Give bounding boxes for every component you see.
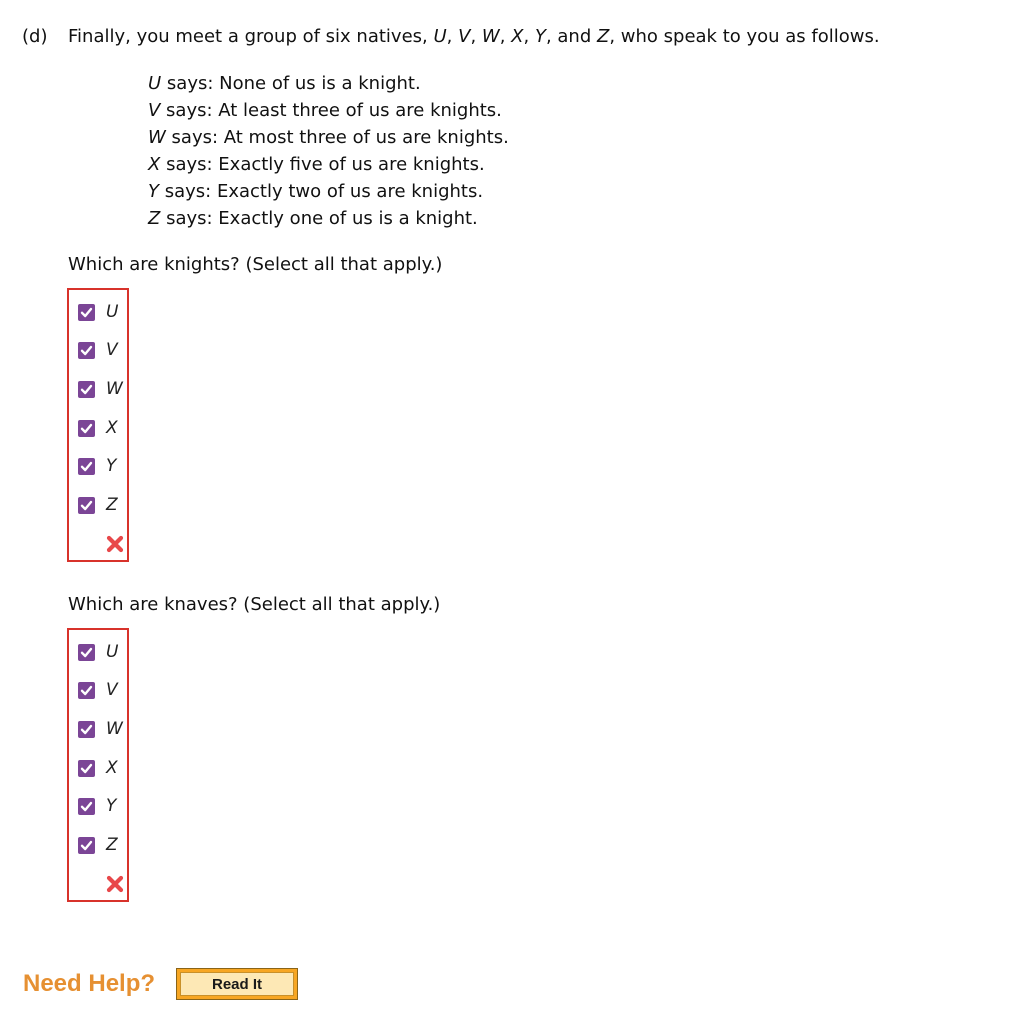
knaves-answer-group bbox=[67, 628, 129, 902]
statement-text: says: Exactly five of us are knights. bbox=[160, 154, 485, 175]
knights-option-v[interactable] bbox=[78, 340, 118, 360]
knights-option-u[interactable] bbox=[78, 302, 118, 322]
native-name-w: W bbox=[481, 26, 500, 47]
checkbox-checked-icon[interactable] bbox=[78, 342, 95, 359]
statement-text: says: None of us is a knight. bbox=[161, 73, 421, 94]
option-label: U bbox=[106, 302, 119, 322]
option-label: U bbox=[106, 642, 119, 662]
knaves-option-v[interactable] bbox=[78, 680, 118, 700]
knights-option-w[interactable] bbox=[78, 379, 123, 399]
knaves-option-z[interactable] bbox=[78, 835, 118, 855]
statement-speaker: Z bbox=[148, 208, 161, 229]
statement-x bbox=[148, 151, 509, 178]
statement-speaker: V bbox=[148, 100, 161, 121]
part-label: (d) bbox=[22, 26, 48, 47]
knaves-option-x[interactable] bbox=[78, 758, 118, 778]
checkbox-checked-icon[interactable] bbox=[78, 458, 95, 475]
option-label: Z bbox=[106, 495, 118, 515]
knaves-option-u[interactable] bbox=[78, 642, 118, 662]
statements-list bbox=[148, 70, 509, 232]
knights-prompt: Which are knights? (Select all that apply.) bbox=[68, 254, 443, 275]
checkbox-checked-icon[interactable] bbox=[78, 304, 95, 321]
native-name-u: U bbox=[433, 26, 447, 47]
option-label: W bbox=[106, 719, 123, 739]
knights-answer-group bbox=[67, 288, 129, 562]
statement-speaker: Y bbox=[148, 181, 159, 202]
statement-z bbox=[148, 205, 509, 232]
read-it-label: Read It bbox=[180, 972, 294, 996]
statement-speaker: W bbox=[148, 127, 166, 148]
option-label: Z bbox=[106, 835, 118, 855]
option-label: X bbox=[106, 758, 118, 778]
checkbox-checked-icon[interactable] bbox=[78, 760, 95, 777]
checkbox-checked-icon[interactable] bbox=[78, 721, 95, 738]
question-outro: , who speak to you as follows. bbox=[609, 26, 880, 47]
checkbox-checked-icon[interactable] bbox=[78, 644, 95, 661]
native-name-v: V bbox=[458, 26, 471, 47]
checkbox-checked-icon[interactable] bbox=[78, 682, 95, 699]
statement-text: says: At least three of us are knights. bbox=[160, 100, 502, 121]
statement-speaker: X bbox=[148, 154, 161, 175]
statement-speaker: U bbox=[148, 73, 162, 94]
statement-text: says: At most three of us are knights. bbox=[165, 127, 509, 148]
native-name-z: Z bbox=[596, 26, 610, 47]
question-and: , and bbox=[545, 26, 597, 47]
option-label: V bbox=[106, 680, 118, 700]
statement-u bbox=[148, 70, 509, 97]
knaves-option-w[interactable] bbox=[78, 719, 123, 739]
checkbox-checked-icon[interactable] bbox=[78, 420, 95, 437]
option-label: X bbox=[106, 418, 118, 438]
question-intro: Finally, you meet a group of six natives, bbox=[68, 26, 434, 47]
native-name-y: Y bbox=[534, 26, 546, 47]
knights-option-y[interactable] bbox=[78, 456, 116, 476]
checkbox-checked-icon[interactable] bbox=[78, 837, 95, 854]
knaves-prompt: Which are knaves? (Select all that apply.) bbox=[68, 594, 441, 615]
statement-y bbox=[148, 178, 509, 205]
statement-v bbox=[148, 97, 509, 124]
incorrect-x-icon bbox=[105, 874, 125, 894]
option-label: Y bbox=[106, 456, 117, 476]
knights-option-z[interactable] bbox=[78, 495, 118, 515]
statement-text: says: Exactly one of us is a knight. bbox=[160, 208, 478, 229]
native-name-x: X bbox=[511, 26, 524, 47]
option-label: Y bbox=[106, 796, 117, 816]
knaves-option-y[interactable] bbox=[78, 796, 116, 816]
read-it-button[interactable] bbox=[176, 968, 298, 1000]
option-label: W bbox=[106, 379, 123, 399]
statement-text: says: Exactly two of us are knights. bbox=[159, 181, 484, 202]
incorrect-x-icon bbox=[105, 534, 125, 554]
option-label: V bbox=[106, 340, 118, 360]
knights-option-x[interactable] bbox=[78, 418, 118, 438]
checkbox-checked-icon[interactable] bbox=[78, 381, 95, 398]
checkbox-checked-icon[interactable] bbox=[78, 798, 95, 815]
need-help-label: Need Help? bbox=[23, 970, 156, 997]
question-text: (d) Finally, you meet a group of six natives, U, V, W, X, Y, and Z, who speak to you as follows. bbox=[22, 26, 880, 47]
statement-w bbox=[148, 124, 509, 151]
checkbox-checked-icon[interactable] bbox=[78, 497, 95, 514]
